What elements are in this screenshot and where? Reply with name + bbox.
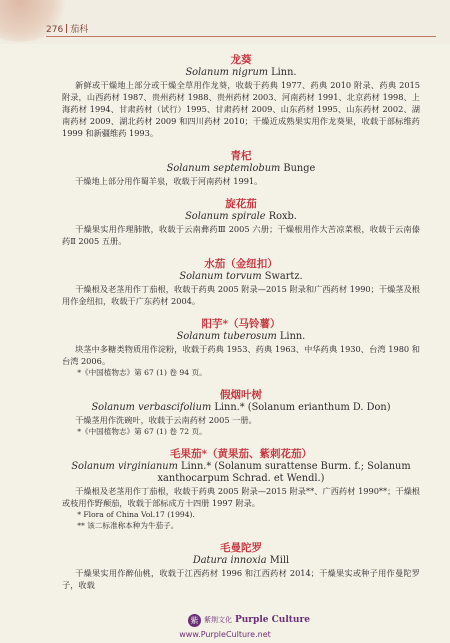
- latin-binomial: Solanum tuberosum: [176, 331, 277, 342]
- latin-authority: Mill: [266, 555, 290, 566]
- species-entry: [62, 318, 420, 378]
- page-number: 276: [46, 25, 64, 35]
- entries-list: [62, 54, 420, 602]
- footnote: ** 该二标准称本种为牛茄子。: [77, 521, 179, 530]
- species-chinese-name: 龙葵: [230, 54, 252, 66]
- watermark-footer: [0, 600, 450, 643]
- species-chinese-name: 青杞: [230, 150, 252, 162]
- species-latin-name: [62, 271, 420, 283]
- latin-authority: Linn.: [268, 67, 297, 78]
- species-chinese-name: 假烟叶树: [220, 389, 262, 401]
- species-latin-name: [62, 555, 420, 567]
- species-description: 干燥根及老茎用作丁茄根，收载于药典 2005 附录—2015 附录**、广西药材 1990**；干燥根或枝用作野颠茄，收载于部标成方十四册 1997 附录。: [62, 486, 420, 508]
- footnote: *《中国植物志》第 67 (1) 卷 72 页。: [77, 427, 207, 436]
- latin-binomial: Solanum nigrum: [185, 67, 269, 78]
- footnote: *《中国植物志》第 67 (1) 卷 94 页。: [77, 368, 207, 377]
- running-head: [46, 22, 88, 35]
- watermark-logo: [188, 612, 310, 628]
- species-latin-name: [62, 163, 420, 175]
- latin-binomial: Solanum virginianum: [71, 461, 178, 472]
- species-latin-name: [62, 461, 420, 485]
- species-latin-name: [62, 331, 420, 343]
- species-chinese-name: 阳芋*（马铃薯）: [201, 318, 281, 330]
- latin-authority: Linn.: [276, 331, 306, 342]
- latin-binomial: Solanum spirale: [185, 211, 266, 222]
- footnote: * Flora of China Vol.17 (1994).: [77, 510, 195, 519]
- latin-authority: Linn.* (Solanum erianthum D. Don): [211, 402, 391, 413]
- logo-en-text: Purple Culture: [235, 615, 310, 625]
- species-chinese-name: 毛果茄*（黄果茄、紫刺花茄）: [170, 448, 312, 460]
- species-latin-name: [62, 402, 420, 414]
- species-entry: [62, 54, 420, 139]
- species-latin-name: [62, 211, 420, 223]
- species-description: 干燥果实用作理肺散，收载于云南彝药Ⅲ 2005 六册；干燥根用作大苦凉菜根，收载于云南傣药Ⅱ 2005 五册。: [62, 224, 420, 246]
- watermark-url: www.PurpleCulture.net: [179, 630, 271, 639]
- latin-binomial: Datura innoxia: [192, 555, 267, 566]
- species-entry: [62, 258, 420, 307]
- latin-binomial: Solanum septemlobum: [166, 163, 281, 174]
- species-description: 干燥果实用作醉仙桃，收载于江西药材 1996 和江西药材 2014；干燥果实或种子用作曼陀罗子，收载: [62, 568, 420, 590]
- section-title: 茄科: [70, 25, 89, 35]
- species-latin-name: [62, 67, 420, 79]
- species-entry: [62, 448, 420, 531]
- latin-authority: Swartz.: [261, 271, 303, 282]
- species-chinese-name: 水茄（金纽扣）: [204, 258, 278, 270]
- logo-cn-text: 紫荆文化: [204, 616, 232, 624]
- latin-authority: Linn.* (Solanum surattense Burm. f.; Solanum xanthocarpum Schrad. et Wendl.): [157, 461, 411, 484]
- header-separator: [66, 24, 67, 33]
- species-description: 干燥根及老茎用作丁茄根，收载于药典 2005 附录—2015 附录和广西药材 1990；干燥茎及根用作金纽扣，收载于广东药材 2004。: [62, 284, 420, 306]
- page-header: [0, 0, 450, 44]
- latin-authority: Roxb.: [265, 211, 297, 222]
- species-description: 干燥地上部分用作蜀羊泉，收载于河南药材 1991。: [75, 176, 263, 186]
- species-chinese-name: 旋花茄: [225, 198, 257, 210]
- species-entry: [62, 389, 420, 437]
- purple-culture-logo-icon: 紫: [188, 614, 201, 627]
- header-rule: [46, 36, 436, 37]
- species-description: 新鲜或干燥地上部分或干燥全草用作龙葵，收载于药典 1977、药典 2010 附录、药典 2015 附录，山西药材 1987、贵州药材 1988、贵州药材 2003、河南药材 1991、北京药材 1998、上海药材 1994、甘肃药材（试行）1995、甘肃药材 2009、山东药材 1995、山东药材 2002、湖南药材 2009、湖北药材 2009 和四川药材 2010；干燥近成熟果实用作龙葵果，收载于部标维药 1999 和新疆维药 1993。: [62, 80, 420, 138]
- species-chinese-name: 毛曼陀罗: [220, 542, 262, 554]
- species-entry: [62, 198, 420, 247]
- latin-binomial: Solanum verbascifolium: [91, 402, 212, 413]
- species-description: 块茎中多糖类物质用作淀粉，收载于药典 1953、药典 1963、中华药典 1930、台湾 1980 和台湾 2006。: [62, 344, 420, 366]
- latin-authority: Bunge: [280, 163, 316, 174]
- species-description: 干燥茎用作洗碗叶，收载于云南药材 2005 一册。: [75, 415, 257, 425]
- latin-binomial: Solanum torvum: [179, 271, 262, 282]
- species-entry: [62, 150, 420, 187]
- species-entry: [62, 542, 420, 591]
